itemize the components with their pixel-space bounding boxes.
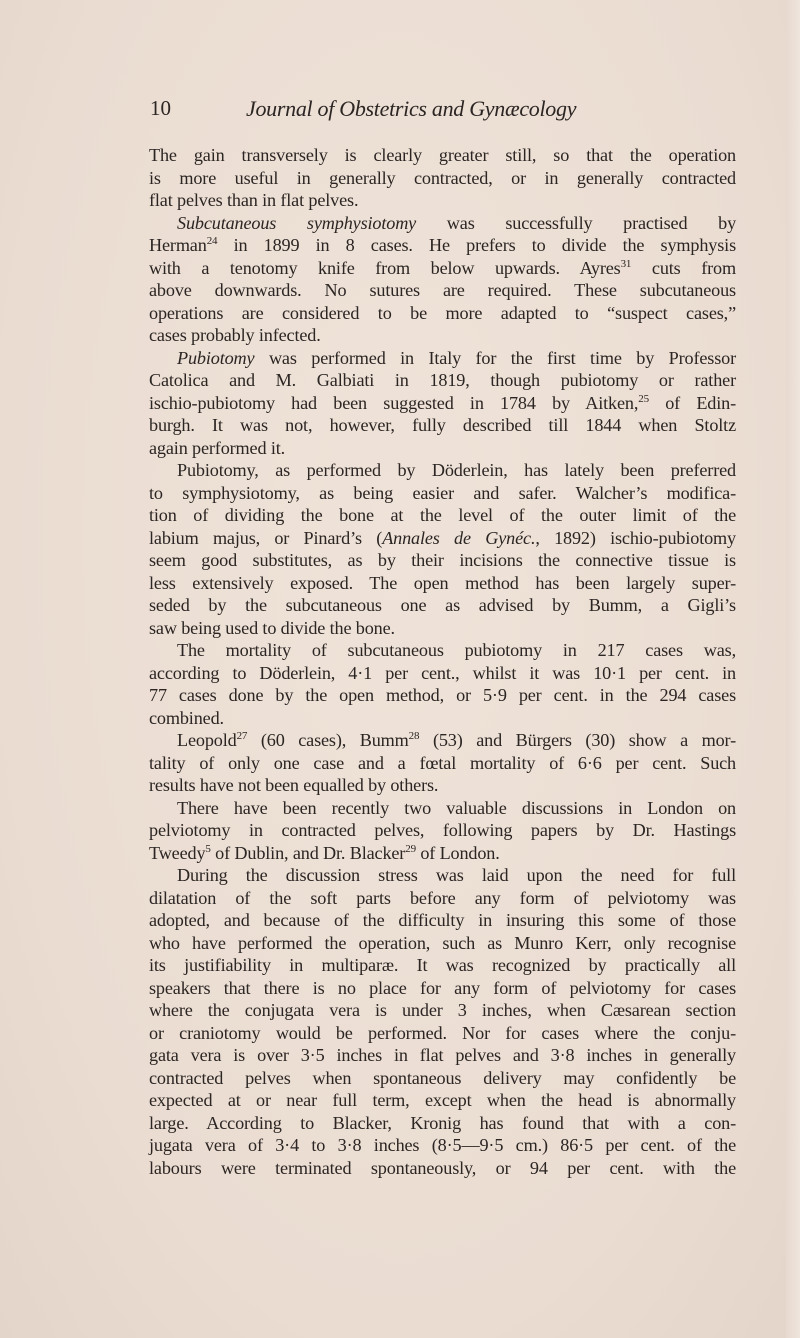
text-segment: pelviotomy in contracted pelves, following papers by Dr. Hastings [149, 820, 736, 840]
footnote-reference: 28 [408, 730, 420, 742]
italic-text: Pubiotomy [177, 347, 255, 368]
text-segment: Herman [149, 235, 207, 255]
paragraph [149, 729, 736, 797]
text-line [149, 707, 736, 730]
text-line [149, 999, 736, 1022]
text-segment: its justifiability in multiparæ. It was recognized by practically all [149, 955, 736, 975]
page-number: 10 [150, 96, 171, 120]
text-segment: tality of only one case and a fœtal mortality of 6·6 per cent. Such [149, 752, 736, 773]
text-segment: of Edin- [648, 392, 736, 413]
text-segment: Pubiotomy, as performed by Döderlein, has lately been preferred [177, 460, 736, 480]
text-segment: seded by the subcutaneous one as advised by Bumm, a Gigli’s [149, 595, 736, 615]
text-line [149, 347, 736, 370]
text-line [149, 662, 736, 685]
text-line [149, 572, 736, 595]
text-line [149, 437, 736, 460]
text-segment: expected at or near full term, except when the head is abnormally [149, 1090, 736, 1110]
text-segment: saw being used to divide the bone. [149, 617, 395, 638]
text-line [149, 1157, 736, 1180]
text-segment: There have been recently two valuable discussions in London on [177, 797, 736, 818]
text-segment: of Dublin, and Dr. Blacker [210, 842, 406, 863]
text-segment: dilatation of the soft parts before any form of pelviotomy was [149, 887, 736, 908]
text-segment: speakers that there is no place for any form of pelviotomy for cases [149, 977, 736, 998]
text-line [149, 257, 736, 280]
text-segment: During the discussion stress was laid upon the need for full [177, 865, 736, 885]
text-segment: combined. [149, 707, 224, 728]
text-line [149, 459, 736, 482]
text-segment: cuts from [631, 257, 736, 278]
text-segment: of London. [415, 842, 500, 863]
text-line [149, 369, 736, 392]
text-segment: seem good substitutes, as by their incisions the connective tissue is [149, 550, 736, 570]
text-segment: results have not been equalled by others. [149, 775, 439, 795]
text-segment: cases probably infected. [149, 325, 321, 345]
text-segment: Leopold [177, 730, 237, 750]
text-line [149, 302, 736, 325]
text-segment: according to Döderlein, 4·1 per cent., whilst it was 10·1 per cent. in [149, 662, 736, 683]
text-segment: gata vera is over 3·5 inches in flat pelves and 3·8 inches in generally [149, 1045, 736, 1065]
text-segment: large. According to Blacker, Kronig has found that with a con- [149, 1112, 736, 1133]
text-line [149, 594, 736, 617]
text-line [149, 729, 736, 752]
text-line [149, 639, 736, 662]
paragraph [149, 347, 736, 460]
text-segment: in 1899 in 8 cases. He prefers to divide the symphysis [217, 235, 736, 255]
text-line [149, 752, 736, 775]
text-line [149, 1022, 736, 1045]
text-line [149, 527, 736, 550]
text-segment: tion of dividing the bone at the level of the outer limit of the [149, 505, 736, 525]
italic-text: Subcutaneous symphysiotomy [177, 212, 417, 233]
text-segment: to symphysiotomy, as being easier and safer. Walcher’s modifica- [149, 482, 736, 503]
text-line [149, 1112, 736, 1135]
footnote-reference: 31 [620, 257, 632, 270]
text-line [149, 909, 736, 932]
paragraph [149, 212, 736, 347]
text-line [149, 617, 736, 640]
text-segment: (53) and Bürgers (30) show a mor- [419, 730, 736, 750]
text-segment: 77 cases done by the open method, or 5·9 per cent. in the 294 cases [149, 685, 736, 705]
text-segment: less extensively exposed. The open method has been largely super- [149, 572, 736, 593]
text-line [149, 684, 736, 707]
paragraph [149, 144, 736, 212]
paragraph [149, 797, 736, 865]
text-line [149, 1134, 736, 1157]
text-line [149, 954, 736, 977]
footnote-reference: 25 [638, 392, 649, 405]
text-line [149, 1089, 736, 1112]
footnote-reference: 29 [405, 842, 416, 855]
text-segment: The mortality of subcutaneous pubiotomy in 217 cases was, [177, 640, 736, 660]
text-line [149, 842, 736, 865]
paragraph [149, 639, 736, 729]
text-segment: labours were terminated spontaneously, or 94 per cent. with the [149, 1157, 736, 1178]
text-segment: contracted pelves when spontaneous delivery may confidently be [149, 1067, 736, 1088]
text-segment: is more useful in generally contracted, or in generally contracted [149, 167, 736, 188]
journal-title: Journal of Obstetrics and Gynæcology [246, 96, 577, 121]
text-line [149, 549, 736, 572]
text-segment: burgh. It was not, however, fully described till 1844 when Stoltz [149, 415, 736, 435]
text-line [149, 482, 736, 505]
text-line [149, 212, 736, 235]
text-segment: operations are considered to be more adapted to “suspect cases,” [149, 302, 736, 323]
text-segment: was performed in Italy for the first time by Professor [254, 347, 736, 368]
text-line [149, 1067, 736, 1090]
text-line [149, 819, 736, 842]
text-segment: adopted, and because of the difficulty in insuring this some of those [149, 910, 736, 930]
text-segment: , 1892) ischio-pubiotomy [535, 527, 736, 548]
text-line [149, 504, 736, 527]
footnote-reference: 5 [205, 842, 211, 855]
text-segment: The gain transversely is clearly greater still, so that the operation [149, 145, 736, 165]
text-segment: ischio-pubiotomy had been suggested in 1784 by Aitken, [149, 392, 639, 413]
text-segment: (60 cases), Bumm [247, 730, 409, 750]
text-line [149, 279, 736, 302]
text-line [149, 797, 736, 820]
text-line [149, 392, 736, 415]
text-line [149, 1044, 736, 1067]
article-body [149, 144, 736, 1179]
text-segment: who have performed the operation, such as Munro Kerr, only recognise [149, 932, 736, 953]
italic-text: Annales de Gynéc. [382, 527, 536, 548]
text-line [149, 234, 736, 257]
text-line [149, 774, 736, 797]
text-line [149, 324, 736, 347]
text-line [149, 189, 736, 212]
text-segment: again performed it. [149, 437, 286, 458]
footnote-reference: 27 [236, 730, 248, 742]
text-line [149, 414, 736, 437]
text-segment: with a tenotomy knife from below upwards. Ayres [149, 257, 621, 278]
text-segment: above downwards. No sutures are required. These subcutaneous [149, 280, 736, 300]
text-line [149, 887, 736, 910]
text-segment: Tweedy [149, 842, 206, 863]
text-segment: jugata vera of 3·4 to 3·8 inches (8·5—9·5 cm.) 86·5 per cent. of the [149, 1135, 736, 1155]
text-segment: was successfully practised by [416, 212, 737, 233]
paragraph [149, 864, 736, 1179]
text-line [149, 932, 736, 955]
text-line [149, 144, 736, 167]
text-line [149, 167, 736, 190]
text-segment: where the conjugata vera is under 3 inches, when Cæsarean section [149, 1000, 736, 1020]
text-line [149, 864, 736, 887]
text-segment: labium majus, or Pinard’s ( [149, 527, 383, 548]
footnote-reference: 24 [206, 235, 218, 247]
paragraph [149, 459, 736, 639]
text-segment: or craniotomy would be performed. Nor for cases where the conju- [149, 1022, 736, 1043]
page-edge [786, 0, 800, 1338]
text-segment: Catolica and M. Galbiati in 1819, though pubiotomy or rather [149, 370, 736, 390]
text-line [149, 977, 736, 1000]
running-header [150, 96, 640, 126]
text-segment: flat pelves than in flat pelves. [149, 190, 359, 210]
